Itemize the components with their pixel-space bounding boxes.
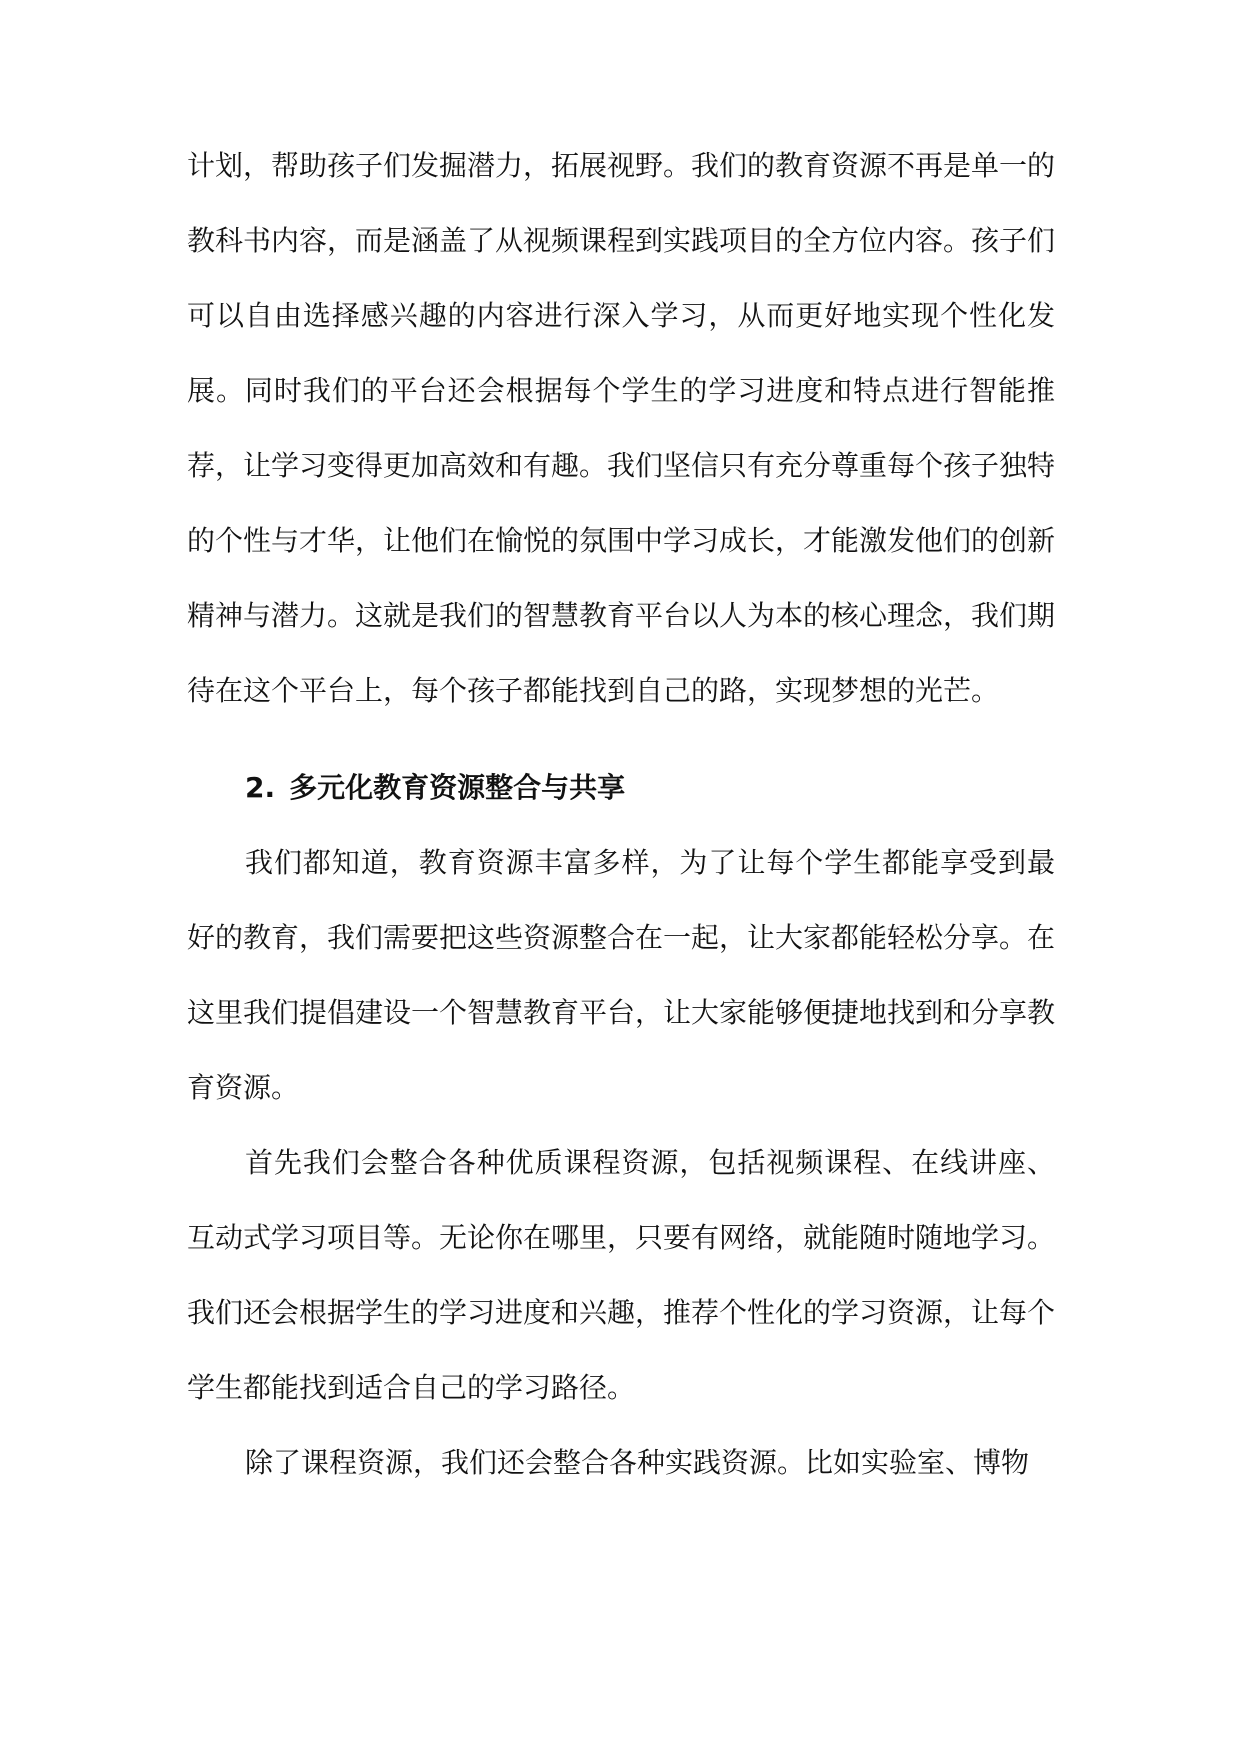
- body-paragraph: 我们都知道，教育资源丰富多样，为了让每个学生都能享受到最好的教育，我们需要把这些资源整合在一起，让大家都能轻松分享。在这里我们提倡建设一个智慧教育平台，让大家能够便捷地找到和分享教育资源。: [187, 846, 1056, 1104]
- section-number: 2.: [245, 771, 276, 804]
- section-heading: [187, 750, 1055, 825]
- body-paragraph: 计划，帮助孩子们发掘潜力，拓展视野。我们的教育资源不再是单一的教科书内容，而是涵盖了从视频课程到实践项目的全方位内容。孩子们可以自由选择感兴趣的内容进行深入学习，从而更好地实现个性化发展。同时我们的平台还会根据每个学生的学习进度和特点进行智能推荐，让学习变得更加高效和有趣。我们坚信只有充分尊重每个孩子独特的个性与才华，让他们在愉悦的氛围中学习成长，才能激发他们的创新精神与潜力。这就是我们的智慧教育平台以人为本的核心理念，我们期待在这个平台上，每个孩子都能找到自己的路，实现梦想的光芒。: [187, 149, 1056, 707]
- document-body: [187, 128, 1055, 1500]
- body-paragraph: 首先我们会整合各种优质课程资源，包括视频课程、在线讲座、互动式学习项目等。无论你在哪里，只要有网络，就能随时随地学习。我们还会根据学生的学习进度和兴趣，推荐个性化的学习资源，让每个学生都能找到适合自己的学习路径。: [187, 1146, 1056, 1404]
- section-title: 多元化教育资源整合与共享: [289, 771, 626, 804]
- body-paragraph: 除了课程资源，我们还会整合各种实践资源。比如实验室、博物: [245, 1446, 1030, 1479]
